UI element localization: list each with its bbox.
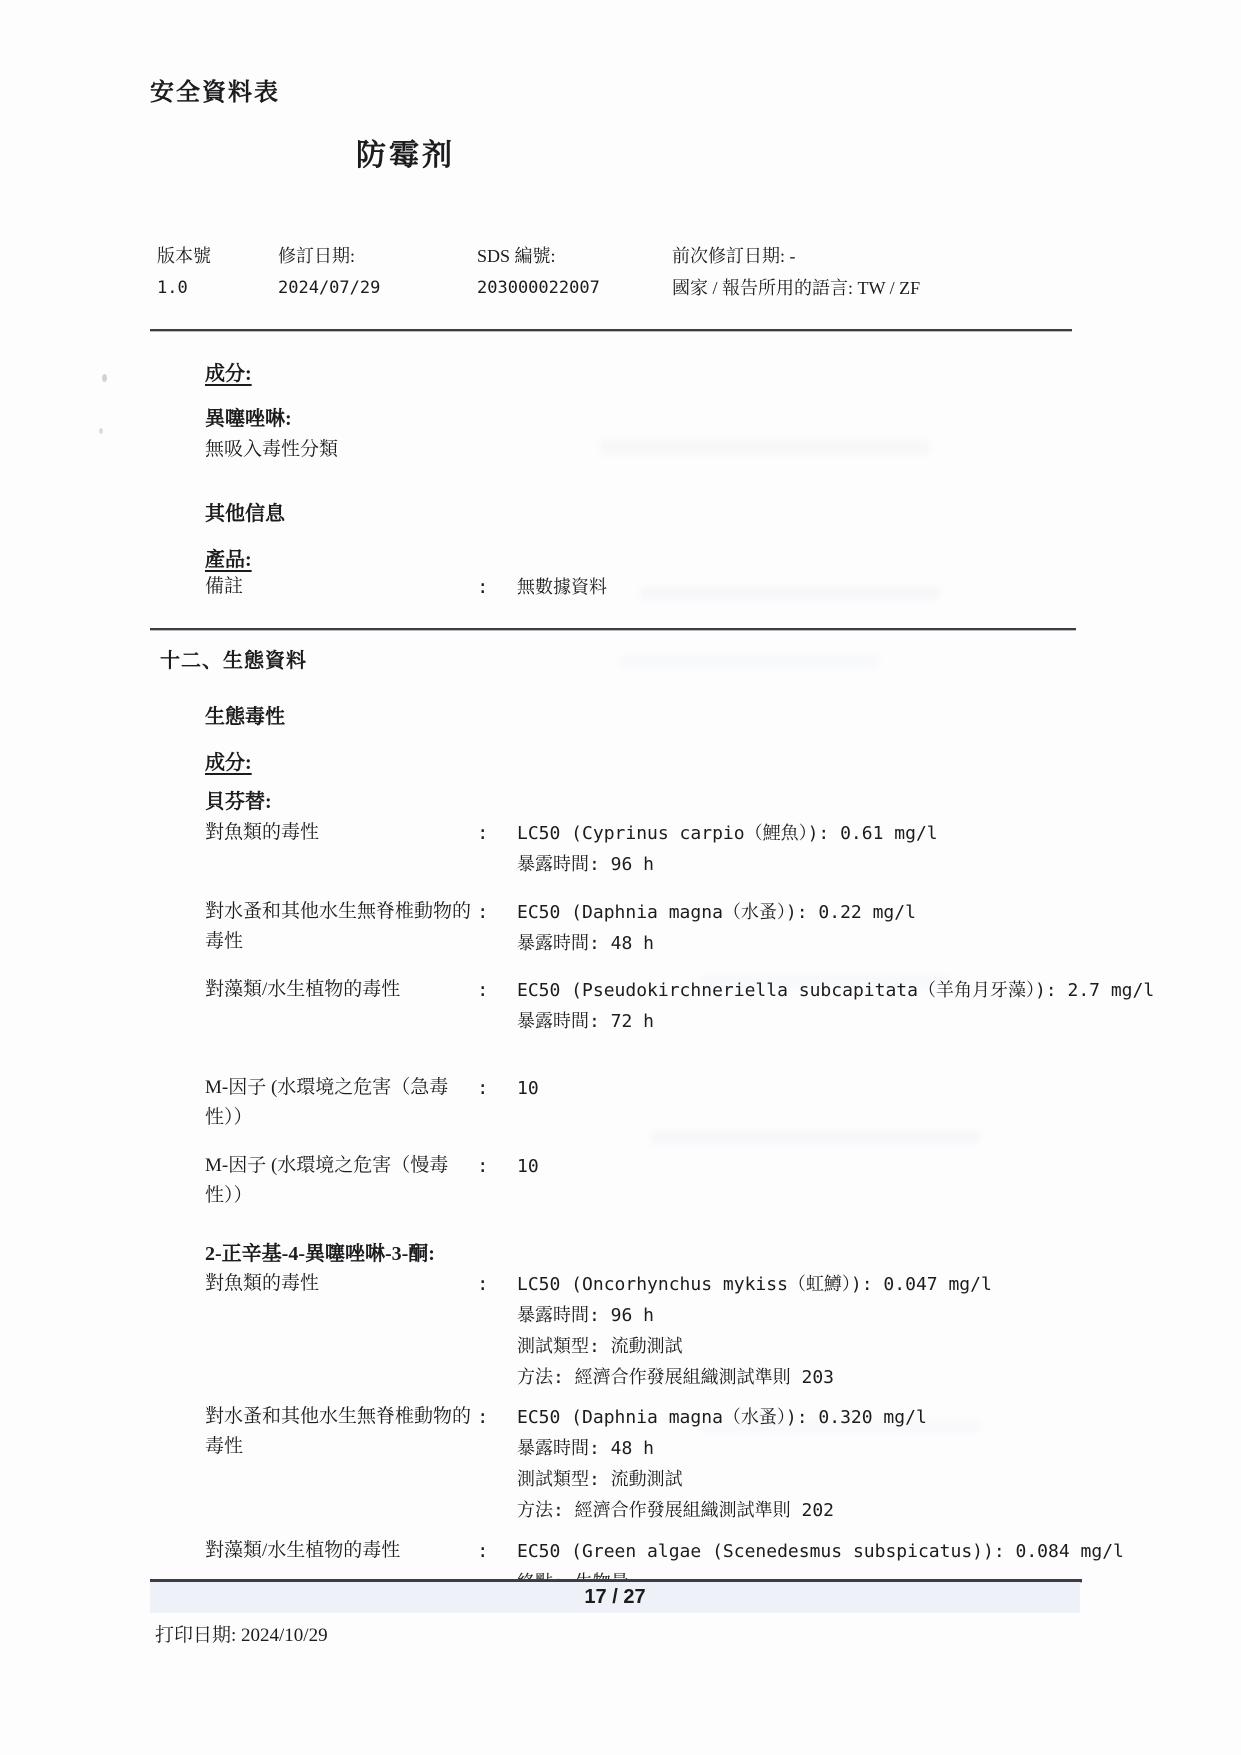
toxicity-label: 對藻類/水生植物的毒性 xyxy=(205,1540,401,1561)
m-factor-value: 10 xyxy=(517,1078,539,1099)
row-colon: : xyxy=(477,1273,489,1295)
ingredient-note: 無吸入毒性分類 xyxy=(205,439,339,460)
toxicity-row-daphnia xyxy=(205,1402,1155,1526)
toxicity-value: EC50 (Daphnia magna（水蚤）): 0.320 mg/l 暴露時間: 48 h 測試類型: 流動測試 方法: 經濟合作發展組織測試準則 202 xyxy=(517,1407,927,1521)
ingredient-heading: 異噻唑啉: xyxy=(205,408,292,430)
meta-version xyxy=(157,240,211,304)
m-factor-chronic-row xyxy=(205,1151,1155,1211)
scan-speck xyxy=(99,428,103,434)
m-factor-label: M-因子 (水環境之危害（急毒性）） xyxy=(205,1077,449,1128)
version-label: 版本號 xyxy=(157,246,211,266)
remark-value: 無數據資料 xyxy=(517,577,607,598)
meta-prev-revision-language xyxy=(672,240,920,304)
components-heading: 成分: xyxy=(205,363,252,385)
country-language-label: 國家 / 報告所用的語言: TW / ZF xyxy=(672,278,921,298)
product-title: 防霉剂 xyxy=(356,139,455,172)
version-value: 1.0 xyxy=(157,278,188,298)
section12-title: 十二、生態資料 xyxy=(160,650,307,672)
remark-colon: : xyxy=(477,576,489,598)
toxicity-label: 對魚類的毒性 xyxy=(205,822,320,843)
toxicity-row-daphnia xyxy=(205,897,1155,959)
row-colon: : xyxy=(477,979,489,1001)
sds-number-value: 203000022007 xyxy=(477,278,600,298)
sds-number-label: SDS 編號: xyxy=(477,246,556,266)
m-factor-acute-row xyxy=(205,1073,1155,1133)
prev-revision-label: 前次修訂日期: - xyxy=(672,246,796,266)
ecotoxicity-heading: 生態毒性 xyxy=(205,706,285,728)
toxicity-value: LC50 (Oncorhynchus mykiss（虹鱒）): 0.047 mg/l 暴露時間: 96 h 測試類型: 流動測試 方法: 經濟合作發展組織測試準則 203 xyxy=(517,1274,992,1388)
remark-row xyxy=(205,572,1155,603)
toxicity-row-algae xyxy=(205,975,1155,1037)
toxicity-value: EC50 (Pseudokirchneriella subcapitata（羊角月牙藻）): 2.7 mg/l 暴露時間: 72 h xyxy=(517,980,1155,1032)
revision-date-value: 2024/07/29 xyxy=(278,278,381,298)
row-colon: : xyxy=(477,1406,489,1428)
substance-group-name: 貝芬替: xyxy=(205,791,272,813)
document-title: 安全資料表 xyxy=(150,80,280,106)
row-colon: : xyxy=(477,1540,489,1562)
scan-artifact xyxy=(600,440,930,455)
m-factor-value: 10 xyxy=(517,1156,539,1177)
page-number: 17 / 27 xyxy=(584,1586,646,1608)
m-factor-label: M-因子 (水環境之危害（慢毒性）） xyxy=(205,1155,449,1206)
toxicity-value: EC50 (Daphnia magna（水蚤）): 0.22 mg/l 暴露時間: 48 h xyxy=(517,902,916,954)
section-divider xyxy=(150,628,1076,630)
row-colon: : xyxy=(477,1077,489,1099)
meta-revision-date xyxy=(278,240,380,304)
header-divider xyxy=(150,329,1072,331)
row-colon: : xyxy=(477,822,489,844)
revision-date-label: 修訂日期: xyxy=(278,246,356,266)
scan-artifact xyxy=(620,655,880,668)
row-colon: : xyxy=(477,1155,489,1177)
scan-speck xyxy=(102,374,107,382)
substance-group-name: 2-正辛基-4-異噻唑啉-3-酮: xyxy=(205,1243,435,1265)
print-date: 打印日期: 2024/10/29 xyxy=(155,1625,328,1646)
toxicity-row-fish xyxy=(205,818,1155,880)
row-colon: : xyxy=(477,901,489,923)
toxicity-label: 對藻類/水生植物的毒性 xyxy=(205,979,401,1000)
toxicity-label: 對水蚤和其他水生無脊椎動物的毒性 xyxy=(205,1406,472,1457)
product-heading: 產品: xyxy=(205,549,252,571)
toxicity-value: LC50 (Cyprinus carpio（鯉魚）): 0.61 mg/l 暴露時間: 96 h xyxy=(517,823,938,875)
toxicity-row-fish xyxy=(205,1269,1155,1393)
meta-sds-number xyxy=(477,240,600,304)
remark-label: 備註 xyxy=(205,576,244,597)
toxicity-label: 對魚類的毒性 xyxy=(205,1273,320,1294)
components-heading-2: 成分: xyxy=(205,752,252,774)
other-info-heading: 其他信息 xyxy=(205,503,285,525)
toxicity-value: EC50 (Green algae (Scenedesmus subspicatus)): 0.084 mg/l xyxy=(517,1541,1124,1562)
toxicity-label: 對水蚤和其他水生無脊椎動物的毒性 xyxy=(205,901,472,952)
